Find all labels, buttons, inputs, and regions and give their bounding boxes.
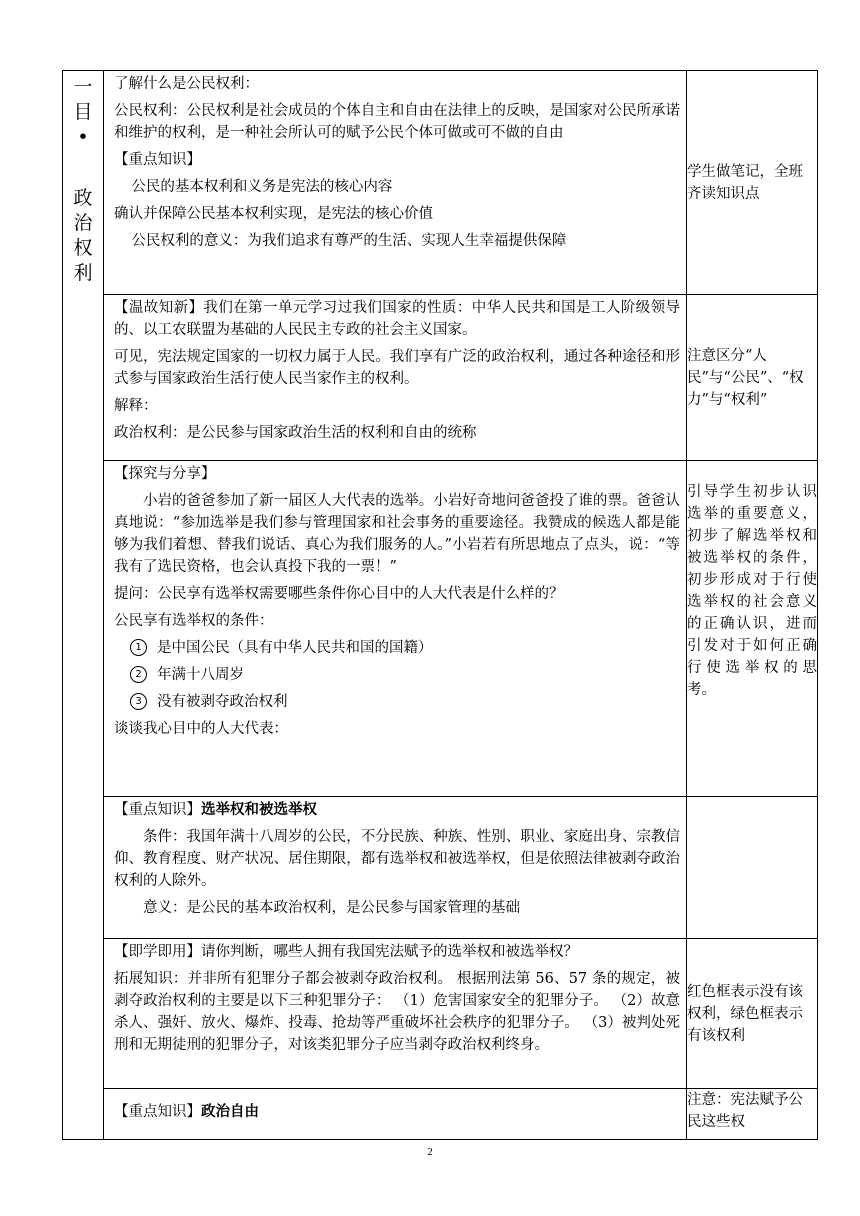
paragraph: 确认并保障公民基本权利实现，是宪法的核心价值 (114, 206, 433, 222)
content-cell (104, 461, 687, 797)
content-cell (104, 939, 687, 1089)
table-row (63, 461, 818, 797)
paragraph (114, 799, 680, 821)
content-cell (104, 71, 687, 295)
lesson-plan-table (62, 70, 818, 1140)
content-cell (104, 1089, 687, 1140)
paragraph: 条件：我国年满十八周岁的公民，不分民族、种族、性别、职业、家庭出身、宗教信仰、教育程度、财产状况、居住期限，都有选举权和被选举权，但是依照法律被剥夺政治权利的人除外。 (114, 829, 680, 889)
page-number: 2 (427, 1146, 433, 1158)
paragraph: 解释： (114, 398, 158, 414)
note-cell (687, 1089, 818, 1140)
table-row (63, 71, 818, 295)
paragraph: 可见，宪法规定国家的一切权力属于人民。我们享有广泛的政治权利，通过各种途径和形式参与国家政治生活行使人民当家作主的权利。 (114, 349, 680, 387)
content-cell (104, 295, 687, 461)
teacher-note: 注意区分“人民”与“公民”、“权力”与“权利” (687, 347, 804, 408)
section-char: 权 (73, 237, 93, 259)
note-cell (687, 295, 818, 461)
section-char: 政 (73, 187, 93, 209)
section-char: 治 (73, 212, 93, 234)
teacher-note: 引导学生初步认识选举的重要意义，初步了解选举权和被选举权的条件，初步形成对于行使选举权的社会意义的正确认识，进而引发对于如何正确行使选举权的思考。 (687, 484, 817, 698)
paragraph: 公民权利：公民权利是社会成员的个体自主和自由在法律上的反映，是国家对公民所承诺和维护的权利，是一种社会所认可的赋予公民个体可做或可不做的自由 (114, 103, 680, 141)
paragraph: 意义：是公民的基本政治权利，是公民参与国家管理的基础 (143, 900, 520, 916)
note-cell (687, 461, 818, 797)
paragraph: 【探究与分享】 (114, 466, 216, 482)
condition-item: 1 是中国公民（具有中华人民共和国的国籍） (114, 637, 680, 659)
condition-item: 3 没有被剥夺政治权利 (114, 691, 680, 713)
table-row (63, 295, 818, 461)
content-cell (104, 797, 687, 939)
paragraph: 了解什么是公民权利： (114, 76, 259, 92)
question: 提问：公民享有选举权需要哪些条件你心目中的人大代表是什么样的？ (114, 586, 564, 602)
note-cell (687, 939, 818, 1089)
key-heading: 选举权和被选举权 (201, 801, 317, 818)
paragraph: 公民权利的意义：为我们追求有尊严的生活、实现人生幸福提供保障 (131, 233, 567, 249)
teacher-note: 学生做笔记，全班齐读知识点 (687, 163, 803, 202)
section-title-vertical (63, 71, 103, 286)
paragraph: 公民享有选举权的条件： (114, 613, 274, 629)
note-cell (687, 797, 818, 939)
key-label: 【重点知识】 (114, 802, 201, 818)
section-char: 目 (73, 101, 93, 123)
paragraph: 拓展知识：并非所有犯罪分子都会被剥夺政治权利。 根据刑法第 56、57 条的规定，被剥夺政治权利的主要是以下三种犯罪分子： （1）危害国家安全的犯罪分子。 （2）故意杀人、强奸、放火、爆炸、投毒、抢劫等严重破坏社会秩序的犯罪分子。 （3）被判处死刑和无期徒刑的犯罪分子，对该类犯罪分子应当剥夺政治权利终身。 (114, 971, 680, 1053)
table-row (63, 1089, 818, 1140)
paragraph: 【温故知新】我们在第一单元学习过我们国家的性质：中华人民共和国是工人阶级领导的、以工农联盟为基础的人民民主专政的社会主义国家。 (114, 300, 680, 338)
key-heading: 政治自由 (201, 1103, 259, 1120)
table-row (63, 939, 818, 1089)
paragraph: 公民的基本权利和义务是宪法的核心内容 (131, 179, 393, 195)
condition-item: 2 年满十八周岁 (114, 664, 680, 686)
teacher-note: 注意：宪法赋予公民这些权 (687, 1092, 803, 1130)
paragraph: 政治权利：是公民参与国家政治生活的权利和自由的统称 (114, 425, 477, 441)
key-label: 【重点知识】 (114, 1104, 201, 1120)
section-char: 利 (73, 262, 93, 284)
table-row (63, 797, 818, 939)
section-char: 一 (73, 76, 93, 98)
note-cell (687, 71, 818, 295)
paragraph (114, 1101, 680, 1123)
section-char: • (77, 126, 89, 148)
section-title-cell (63, 71, 104, 1140)
paragraph: 【即学即用】请你判断，哪些人拥有我国宪法赋予的选举权和被选举权？ (114, 944, 578, 960)
story-paragraph: 小岩的爸爸参加了新一届区人大代表的选举。小岩好奇地问爸爸投了谁的票。爸爸认真地说：“参加选举是我们参与管理国家和社会事务的重要途径。我赞成的候选人都是能够为我们着想、替我们说话、真心为我们服务的人。”小岩若有所思地点了点头，说：“等我有了选民资格，也会认真投下我的一票！” (114, 493, 680, 575)
paragraph: 谈谈我心目中的人大代表： (114, 721, 288, 737)
teacher-note: 红色框表示没有该权利，绿色框表示有该权利 (687, 983, 803, 1044)
paragraph: 【重点知识】 (114, 152, 201, 168)
